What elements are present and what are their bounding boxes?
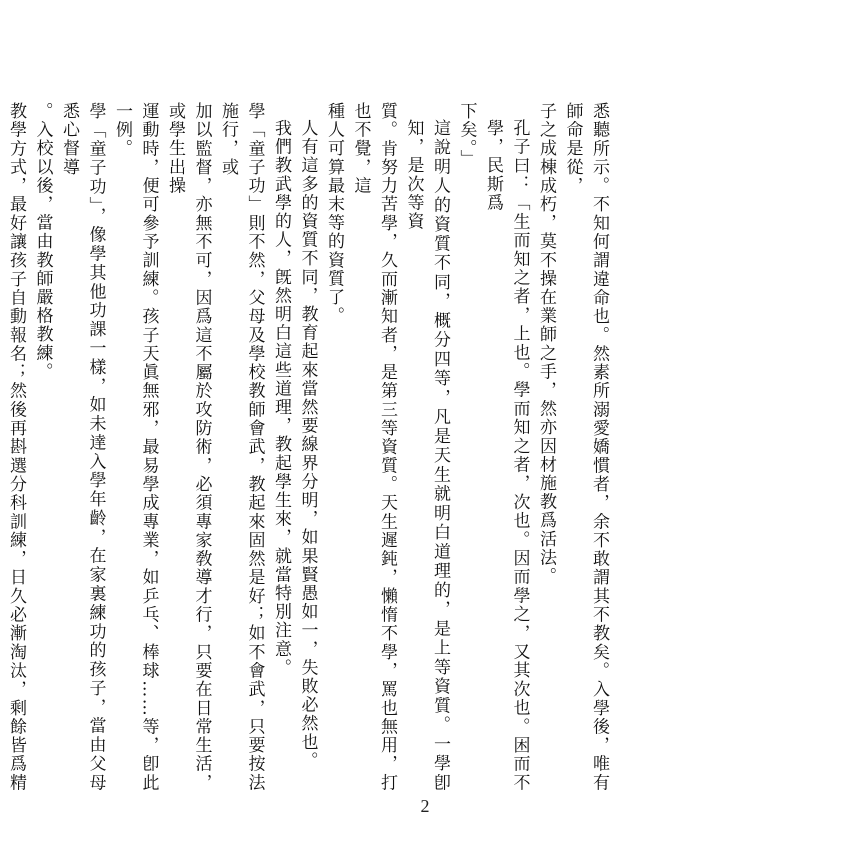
vertical-text-body <box>6 102 612 792</box>
text-column: 這說明人的資質不同，概分四等，凡是天生就明白道理的，是上等資質。一學卽知，是次等資 <box>403 119 450 792</box>
text-column: 加以監督，亦無不可，因爲這不屬於攻防術，必須專家敎導才行，只要在日常生活，或學生出操 <box>165 102 212 792</box>
text-column: 下矣。」 <box>456 102 477 168</box>
text-column: 質。肯努力苦學，久而漸知者，是第三等資質。天生遲鈍，懶惰不學，罵也無用，打也不覺，這 <box>350 102 397 792</box>
text-column: 運動時，便可參予訓練。孩子天眞無邪，最易學成專業，如乒乓、棒球……等，卽此一例。 <box>112 102 159 792</box>
text-column: 孔子曰：「生而知之者，上也。學而知之者，次也。因而學之，又其次也。困而不學，民斯爲 <box>483 119 530 792</box>
text-column: 種人可算最末等的資質了。 <box>324 102 344 326</box>
text-column: 教學方式，最好讓孩子自動報名；然後再斟選分科訓練，日久必漸淘汰，剩餘皆爲精 <box>6 102 26 792</box>
text-column: 子之成棟成朽，莫不操在業師之手，然亦因材施教爲活法。 <box>536 102 556 586</box>
text-column: 我們教武學的人，旣然明白這些道理，教起學生來，就當特別注意。 <box>271 119 291 677</box>
text-column: 人有這多的資質不同，教育起來當然要線界分明，如果賢愚如一，失敗必然也。 <box>297 119 318 770</box>
text-column: 悉聽所示。不知何謂違命也。然素所溺愛嬌慣者，余不敢謂其不教矣。入學後，唯有師命是從， <box>562 102 609 792</box>
text-column: 學「童子功」，像學其他功課一樣，如未達入學年齡，在家裏練功的孩子，當由父母悉心督導 <box>59 102 106 792</box>
text-column: 。入校以後，當由教師嚴格教練。 <box>32 102 53 381</box>
text-column: 學「童子功」則不然，父母及學校教師會武，教起來固然是好；如不會武，只要按法施行，或 <box>218 102 265 792</box>
page-number: 2 <box>420 796 430 816</box>
